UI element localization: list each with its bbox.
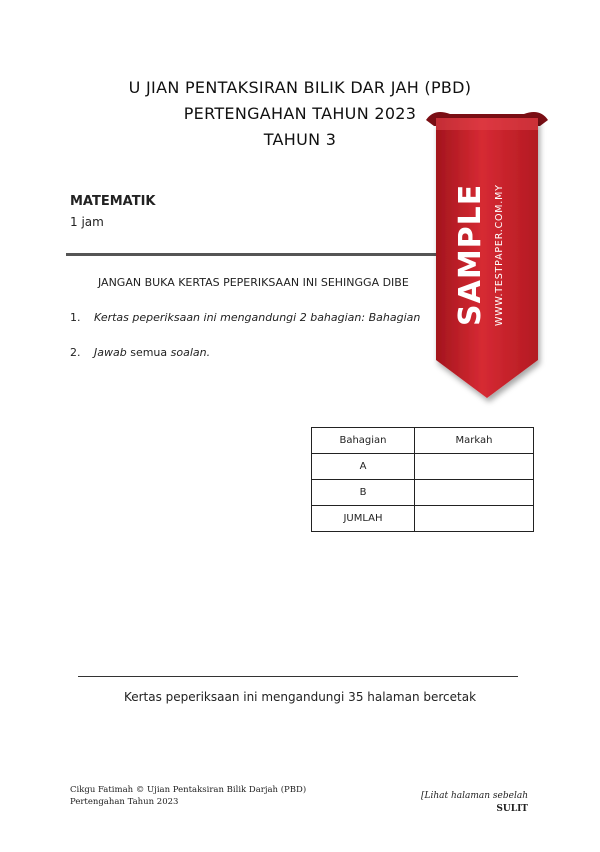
- footer-credit-line: Cikgu Fatimah © Ujian Pentaksiran Bilik Darjah (PBD): [70, 785, 307, 795]
- exam-term: PERTENGAHAN TAHUN 2023: [183, 104, 417, 123]
- see-next-page-note: [Lihat halaman sebelah: [420, 791, 528, 801]
- column-header-bahagian: Bahagian: [312, 428, 415, 454]
- subject-name: MATEMATIK: [70, 194, 156, 209]
- confidential-label: SULIT: [496, 804, 528, 814]
- marks-cell: [415, 454, 534, 480]
- page-count-note: Kertas peperiksaan ini mengandungi 35 halaman bercetak: [123, 690, 477, 704]
- exam-title: U JIAN PENTAKSIRAN BILIK DAR JAH (PBD): [128, 78, 472, 97]
- exam-year-level: TAHUN 3: [263, 130, 337, 149]
- table-row: [312, 480, 534, 506]
- marks-cell: [415, 506, 534, 532]
- marks-table-header: [312, 428, 534, 454]
- footer-credit-line: Pertengahan Tahun 2023: [70, 797, 179, 807]
- do-not-open-warning: JANGAN BUKA KERTAS PEPERIKSAAN INI SEHINGGA DIBE: [98, 276, 409, 289]
- column-header-markah: Markah: [415, 428, 534, 454]
- instruction-2: [70, 346, 210, 359]
- instruction-number: 2.: [70, 346, 81, 359]
- instruction-word: Jawab: [94, 346, 127, 359]
- sample-ribbon-label: SAMPLE: [453, 183, 488, 326]
- section-label: A: [312, 454, 415, 480]
- marks-cell: [415, 480, 534, 506]
- instruction-number: 1.: [70, 311, 81, 324]
- footer-next-page: [421, 790, 528, 816]
- table-row: [312, 506, 534, 532]
- instruction-text: Kertas peperiksaan ini mengandungi 2 bahagian: Bahagian: [94, 311, 421, 324]
- instruction-1: [70, 311, 420, 324]
- footer-credit: [70, 784, 306, 808]
- exam-duration: 1 jam: [70, 215, 104, 229]
- footer-divider: [78, 676, 518, 677]
- section-label: B: [312, 480, 415, 506]
- table-row: [312, 454, 534, 480]
- marks-table: [311, 427, 534, 532]
- section-label: JUMLAH: [312, 506, 415, 532]
- instruction-word: semua: [130, 346, 168, 359]
- sample-ribbon-url: WWW.TESTPAPER.COM.MY: [494, 184, 505, 326]
- instruction-word: soalan.: [170, 346, 211, 359]
